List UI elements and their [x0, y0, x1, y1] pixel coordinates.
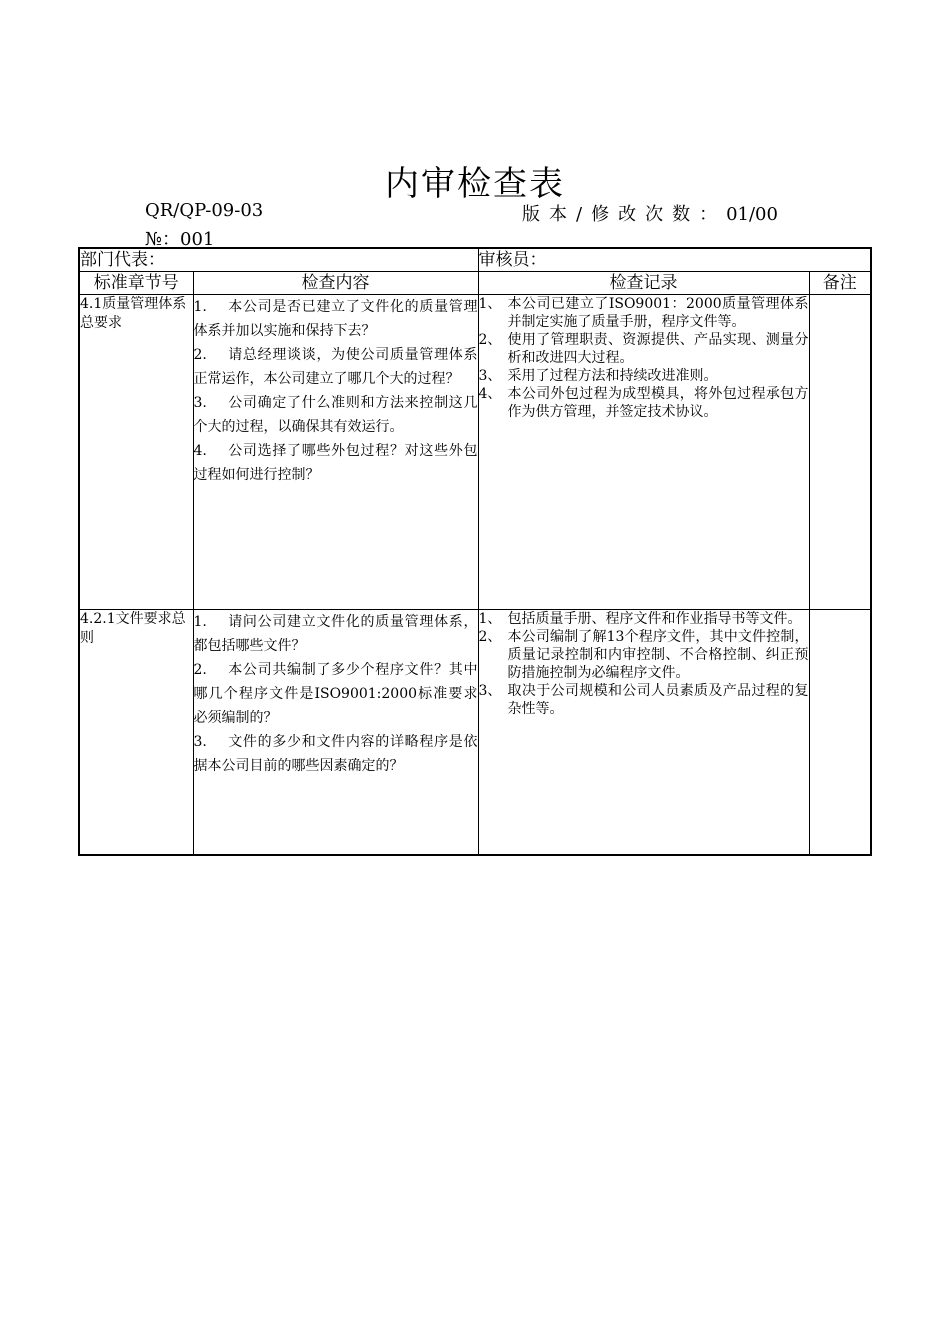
question-item: 1. 本公司是否已建立了文件化的质量管理体系并加以实施和保持下去？	[193, 299, 478, 339]
records-cell	[478, 295, 809, 610]
auditor-field[interactable]: 审核员：	[478, 248, 871, 272]
table-row	[79, 610, 871, 856]
table-row	[79, 295, 871, 610]
remark-cell[interactable]	[809, 295, 871, 610]
standard-cell: 4.1质量管理体系总要求	[79, 295, 193, 610]
question-item: 3. 文件的多少和文件内容的详略程序是依据本公司目前的哪些因素确定的？	[193, 734, 478, 774]
checklist-table	[78, 247, 872, 856]
question-item: 3. 公司确定了什么准则和方法来控制这几个大的过程，以确保其有效运行。	[193, 395, 478, 435]
record-item: 4、 本公司外包过程为成型模具，将外包过程承包方作为供方管理，并签定技术协议。	[478, 386, 809, 420]
remark-cell[interactable]	[809, 610, 871, 856]
question-item: 2. 本公司共编制了多少个程序文件？其中哪几个程序文件是ISO9001:2000标准要求必须编制的？	[193, 662, 478, 726]
questions-cell	[193, 610, 478, 856]
record-item: 2、 本公司编制了解13个程序文件，其中文件控制，质量记录控制和内审控制、不合格控制、纠正预防措施控制为必编程序文件。	[478, 629, 809, 681]
records-cell	[478, 610, 809, 856]
col-header-remark: 备注	[809, 272, 871, 295]
record-item: 1、 本公司已建立了ISO9001：2000质量管理体系并制定实施了质量手册，程序文件等。	[478, 296, 809, 330]
version-info	[522, 200, 778, 226]
dept-rep-field[interactable]: 部门代表：	[79, 248, 478, 272]
col-header-standard: 标准章节号	[79, 272, 193, 295]
questions-cell	[193, 295, 478, 610]
record-item: 2、 使用了管理职责、资源提供、产品实现、测量分析和改进四大过程。	[478, 332, 809, 366]
version-value: 01/00	[726, 204, 778, 225]
document-number: №：001	[145, 229, 215, 250]
record-item: 1、 包括质量手册、程序文件和作业指导书等文件。	[478, 611, 802, 627]
column-header-row	[79, 272, 871, 295]
question-item: 2. 请总经理谈谈，为使公司质量管理体系正常运作，本公司建立了哪几个大的过程？	[193, 347, 478, 387]
page-title: 内审检查表	[385, 164, 565, 204]
standard-cell: 4.2.1文件要求总则	[79, 610, 193, 856]
document-code: QR/QP-09-03	[145, 200, 264, 221]
question-item: 4. 公司选择了哪些外包过程？对这些外包过程如何进行控制？	[193, 443, 478, 483]
question-item: 1. 请问公司建立文件化的质量管理体系，都包括哪些文件？	[193, 614, 478, 654]
col-header-content: 检查内容	[193, 272, 478, 295]
col-header-record: 检查记录	[478, 272, 809, 295]
record-item: 3、 取决于公司规模和公司人员素质及产品过程的复杂性等。	[478, 683, 809, 717]
version-label: 版本/修改次数：	[522, 204, 727, 225]
record-item: 3、 采用了过程方法和持续改进准则。	[478, 368, 718, 384]
header-row	[79, 248, 871, 272]
